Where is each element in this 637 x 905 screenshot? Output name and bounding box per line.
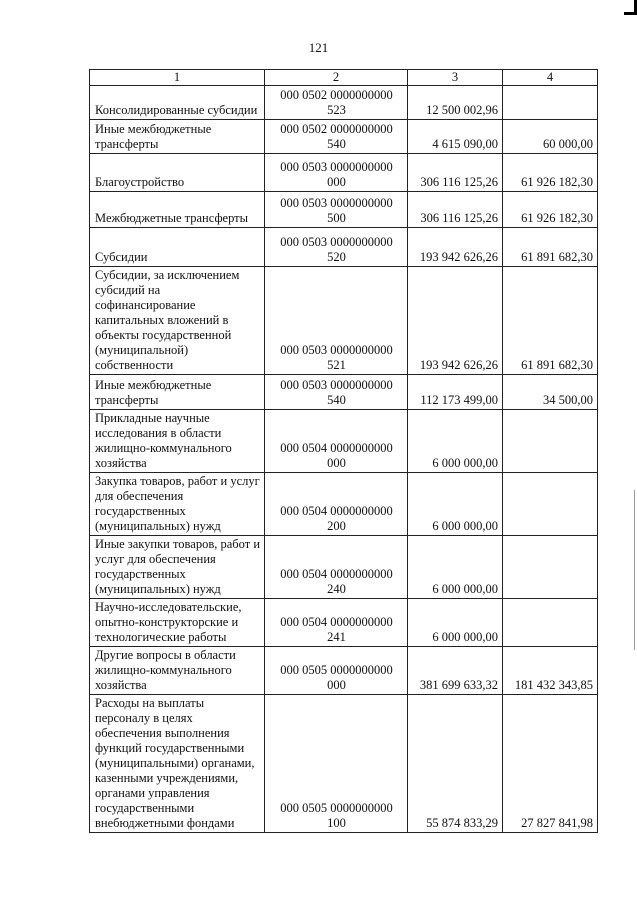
column-header-2: 2	[265, 70, 408, 86]
table-row	[90, 599, 598, 647]
row-value-col3: 381 699 633,32	[408, 647, 503, 695]
row-name: Иные межбюджетные трансферты	[90, 120, 265, 154]
row-name: Другие вопросы в области жилищно-коммунального хозяйства	[90, 647, 265, 695]
row-name: Субсидии	[90, 228, 265, 267]
row-value-col3: 193 942 626,26	[408, 228, 503, 267]
row-code: 000 0503 0000000000 520	[265, 228, 408, 267]
row-name: Консолидированные субсидии	[90, 86, 265, 120]
row-name: Прикладные научные исследования в области жилищно-коммунального хозяйства	[90, 410, 265, 473]
row-value-col4: 61 891 682,30	[503, 228, 598, 267]
row-code: 000 0504 0000000000 240	[265, 536, 408, 599]
table-row	[90, 154, 598, 192]
table-row	[90, 120, 598, 154]
row-value-col3: 12 500 002,96	[408, 86, 503, 120]
row-name: Субсидии, за исключением субсидий на софинансирование капитальных вложений в объекты государственной (муниципальной) собственности	[90, 267, 265, 375]
table-row	[90, 86, 598, 120]
row-name: Благоустройство	[90, 154, 265, 192]
row-value-col3: 306 116 125,26	[408, 154, 503, 192]
table-row	[90, 695, 598, 833]
row-value-col3: 193 942 626,26	[408, 267, 503, 375]
row-value-col4: 61 891 682,30	[503, 267, 598, 375]
table-row	[90, 375, 598, 410]
table-row	[90, 536, 598, 599]
table-row	[90, 192, 598, 228]
row-value-col3: 4 615 090,00	[408, 120, 503, 154]
row-name: Расходы на выплаты персоналу в целях обеспечения выполнения функций государственными (муниципальными) органами, казенными учреждениями, органами управления государственными внебюджетными фондами	[90, 695, 265, 833]
row-value-col4: 181 432 343,85	[503, 647, 598, 695]
column-header-3: 3	[408, 70, 503, 86]
row-value-col4	[503, 410, 598, 473]
row-name: Иные межбюджетные трансферты	[90, 375, 265, 410]
row-name: Закупка товаров, работ и услуг для обеспечения государственных (муниципальных) нужд	[90, 473, 265, 536]
column-header-1: 1	[90, 70, 265, 86]
table-row	[90, 267, 598, 375]
row-name: Иные закупки товаров, работ и услуг для обеспечения государственных (муниципальных) нужд	[90, 536, 265, 599]
row-value-col3: 306 116 125,26	[408, 192, 503, 228]
budget-table	[89, 69, 598, 833]
table-row	[90, 473, 598, 536]
scan-edge-line	[634, 490, 635, 650]
row-code: 000 0503 0000000000 521	[265, 267, 408, 375]
row-code: 000 0505 0000000000 000	[265, 647, 408, 695]
row-code: 000 0504 0000000000 200	[265, 473, 408, 536]
row-code: 000 0504 0000000000 241	[265, 599, 408, 647]
row-name: Межбюджетные трансферты	[90, 192, 265, 228]
row-value-col4	[503, 473, 598, 536]
page-number: 121	[308, 40, 329, 55]
row-value-col4: 27 827 841,98	[503, 695, 598, 833]
row-value-col3: 6 000 000,00	[408, 473, 503, 536]
row-value-col4: 34 500,00	[503, 375, 598, 410]
column-header-4: 4	[503, 70, 598, 86]
row-code: 000 0502 0000000000 540	[265, 120, 408, 154]
row-value-col4	[503, 536, 598, 599]
row-code: 000 0503 0000000000 540	[265, 375, 408, 410]
row-value-col4	[503, 599, 598, 647]
row-value-col4	[503, 86, 598, 120]
row-value-col3: 6 000 000,00	[408, 599, 503, 647]
row-value-col4: 61 926 182,30	[503, 154, 598, 192]
row-name: Научно-исследовательские, опытно-конструкторские и технологические работы	[90, 599, 265, 647]
row-value-col4: 61 926 182,30	[503, 192, 598, 228]
row-code: 000 0504 0000000000 000	[265, 410, 408, 473]
row-code: 000 0503 0000000000 000	[265, 154, 408, 192]
row-code: 000 0505 0000000000 100	[265, 695, 408, 833]
row-value-col3: 6 000 000,00	[408, 410, 503, 473]
table-row	[90, 410, 598, 473]
row-code: 000 0502 0000000000 523	[265, 86, 408, 120]
row-value-col3: 55 874 833,29	[408, 695, 503, 833]
row-value-col3: 112 173 499,00	[408, 375, 503, 410]
row-value-col4: 60 000,00	[503, 120, 598, 154]
table-header-row	[90, 70, 598, 86]
table-row	[90, 228, 598, 267]
row-value-col3: 6 000 000,00	[408, 536, 503, 599]
row-code: 000 0503 0000000000 500	[265, 192, 408, 228]
table-row	[90, 647, 598, 695]
corner-registration-mark	[624, 0, 637, 15]
